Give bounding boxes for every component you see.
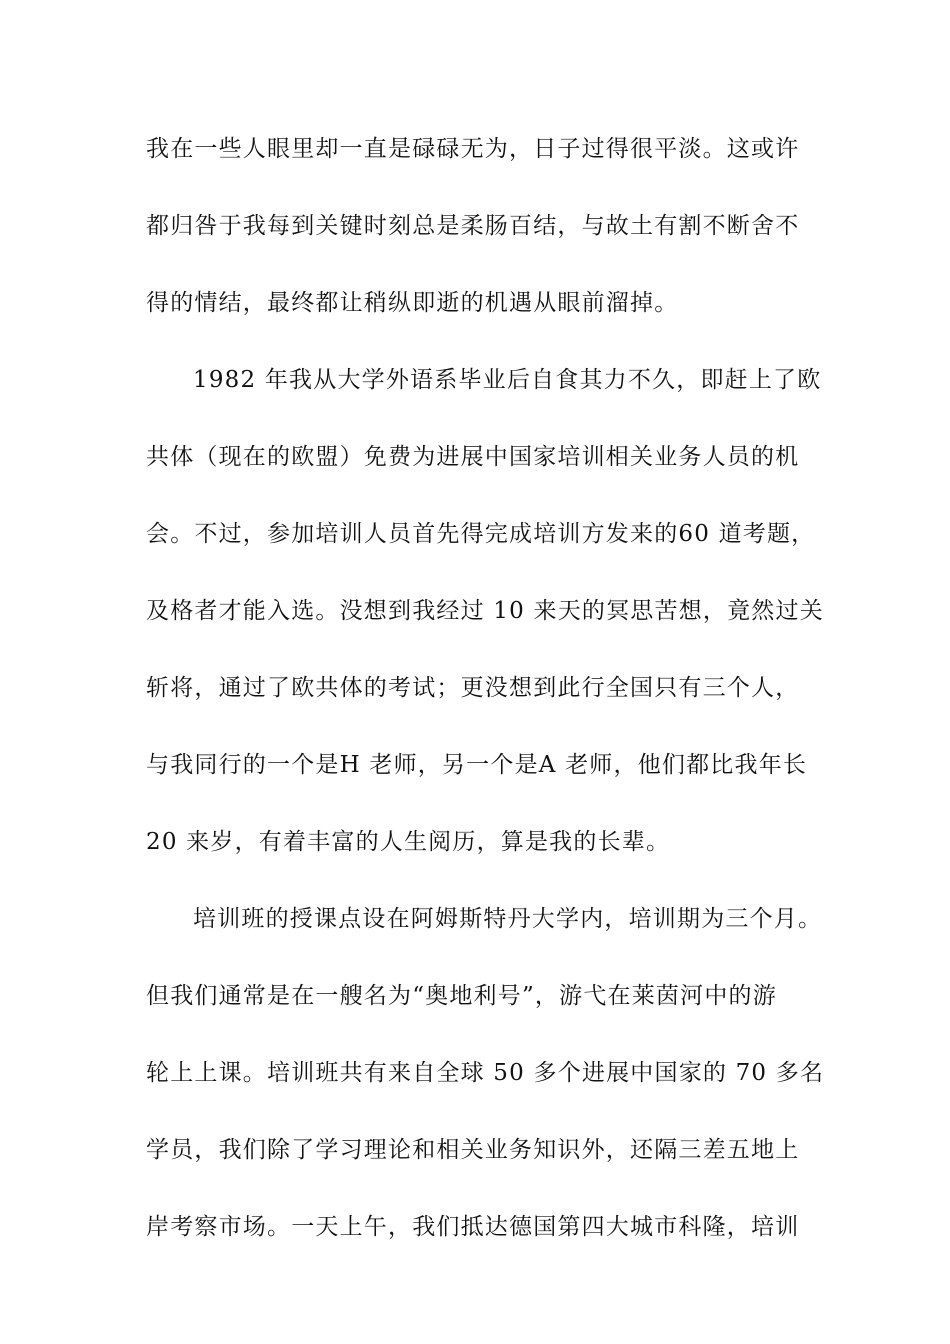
paragraph-line: 得的情结，最终都让稍纵即逝的机遇从眼前溜掉。 xyxy=(146,290,679,316)
paragraph-line: 20 来岁，有着丰富的人生阅历，算是我的长辈。 xyxy=(146,829,671,855)
paragraph-line: 但我们通常是在一艘名为“奥地利号”，游弋在莱茵河中的游 xyxy=(146,983,777,1009)
paragraph-line: 我在一些人眼里却一直是碌碌无为，日子过得很平淡。这或许 xyxy=(146,136,800,162)
paragraph-line: 及格者才能入选。没想到我经过 10 来天的冥思苦想，竟然过关 xyxy=(146,598,824,624)
paragraph-line: 培训班的授课点设在阿姆斯特丹大学内，培训期为三个月。 xyxy=(193,906,823,932)
paragraph-line: 共体（现在的欧盟）免费为进展中国家培训相关业务人员的机 xyxy=(146,444,800,470)
paragraph-line: 学员，我们除了学习理论和相关业务知识外，还隔三差五地上 xyxy=(146,1137,800,1163)
paragraph-line: 都归咎于我每到关键时刻总是柔肠百结，与故土有割不断舍不 xyxy=(146,213,800,239)
paragraph-line: 1982 年我从大学外语系毕业后自食其力不久，即赶上了欧 xyxy=(193,367,822,393)
paragraph-line: 轮上上课。培训班共有来自全球 50 多个进展中国家的 70 多名 xyxy=(146,1060,825,1086)
paragraph-line: 斩将，通过了欧共体的考试；更没想到此行全国只有三个人， xyxy=(146,675,800,701)
paragraph-line: 与我同行的一个是H 老师，另一个是A 老师，他们都比我年长 xyxy=(146,752,808,778)
paragraph-line: 岸考察市场。一天上午，我们抵达德国第四大城市科隆，培训 xyxy=(146,1214,800,1240)
paragraph-line: 会。不过，参加培训人员首先得完成培训方发来的60 道考题， xyxy=(146,521,816,547)
